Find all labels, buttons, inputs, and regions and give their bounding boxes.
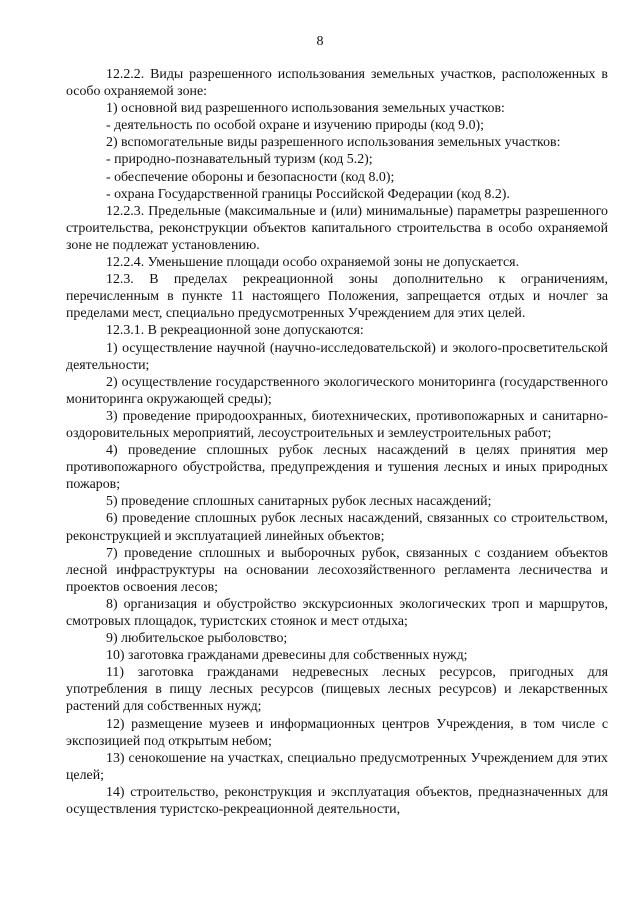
- list-item: 1) основной вид разрешенного использования земельных участков:: [106, 101, 505, 117]
- list-item: - охрана Государственной границы Российской Федерации (код 8.2).: [106, 186, 510, 202]
- paragraph-12-2-2: 12.2.2. Виды разрешенного использования земельных участков, расположенных в особо охраняемой зоне:: [66, 67, 608, 100]
- list-item: - обеспечение обороны и безопасности (код 8.0);: [106, 169, 395, 185]
- list-item: 8) организация и обустройство экскурсионных экологических троп и маршрутов, смотровых площадок, туристских стоянок и мест отдыха;: [66, 596, 608, 629]
- list-item: 2) вспомогательные виды разрешенного использования земельных участков:: [106, 135, 561, 151]
- paragraph-12-3: 12.3. В пределах рекреационной зоны дополнительно к ограничениям, перечисленным в пункте 11 настоящего Положения, запрещается отдых и ночлег за пределами мест, специально предусмотренных Учреждением для этих целей.: [66, 272, 608, 322]
- list-item: 1) осуществление научной (научно-исследовательской) и эколого-просветительской деятельности;: [66, 340, 608, 373]
- paragraph-12-2-4: 12.2.4. Уменьшение площади особо охраняемой зоны не допускается.: [106, 255, 520, 271]
- list-item: 2) осуществление государственного экологического мониторинга (государственного мониторинга окружающей среды);: [66, 374, 608, 407]
- paragraph-12-2-3: 12.2.3. Предельные (максимальные и (или) минимальные) параметры разрешенного строительства, реконструкции объектов капитального строительства в особо охраняемой зоне не подлежат установлению.: [66, 203, 608, 253]
- list-item: 13) сенокошение на участках, специально предусмотренных Учреждением для этих целей;: [66, 750, 608, 783]
- list-item: 14) строительство, реконструкция и эксплуатация объектов, предназначенных для осуществления туристско-рекреационной деятельности,: [66, 784, 608, 818]
- list-item: 5) проведение сплошных санитарных рубок лесных насаждений;: [106, 494, 492, 510]
- list-item: 9) любительское рыболовство;: [106, 631, 288, 647]
- list-item: 3) проведение природоохранных, биотехнических, противопожарных и санитарно-оздоровительных мероприятий, лесоустроительных и землеустроительных работ;: [66, 408, 608, 441]
- list-item: 6) проведение сплошных рубок лесных насаждений, связанных со строительством, реконструкцией и эксплуатацией линейных объектов;: [66, 511, 608, 544]
- document-body: [66, 66, 608, 818]
- page-number: 8: [316, 34, 324, 49]
- paragraph-12-3-1: 12.3.1. В рекреационной зоне допускаются:: [106, 323, 364, 339]
- list-item: - деятельность по особой охране и изучению природы (код 9.0);: [106, 118, 485, 134]
- list-item: 7) проведение сплошных и выборочных рубок, связанных с созданием объектов лесной инфраструктуры на основании лесохозяйственного регламента лесничества и проектов освоения лесов;: [66, 545, 608, 595]
- list-item: 11) заготовка гражданами недревесных лесных ресурсов, пригодных для употребления в пищу лесных ресурсов (пищевых лесных ресурсов) и лекарственных растений для собственных нужд;: [66, 665, 608, 715]
- list-item: 4) проведение сплошных рубок лесных насаждений в целях принятия мер противопожарного обустройства, предупреждения и тушения лесных и иных природных пожаров;: [66, 443, 608, 493]
- list-item: - природно-познавательный туризм (код 5.2);: [106, 152, 373, 168]
- list-item: 10) заготовка гражданами древесины для собственных нужд;: [106, 648, 468, 664]
- list-item: 12) размещение музеев и информационных центров Учреждения, в том числе с экспозицией под открытым небом;: [66, 716, 608, 749]
